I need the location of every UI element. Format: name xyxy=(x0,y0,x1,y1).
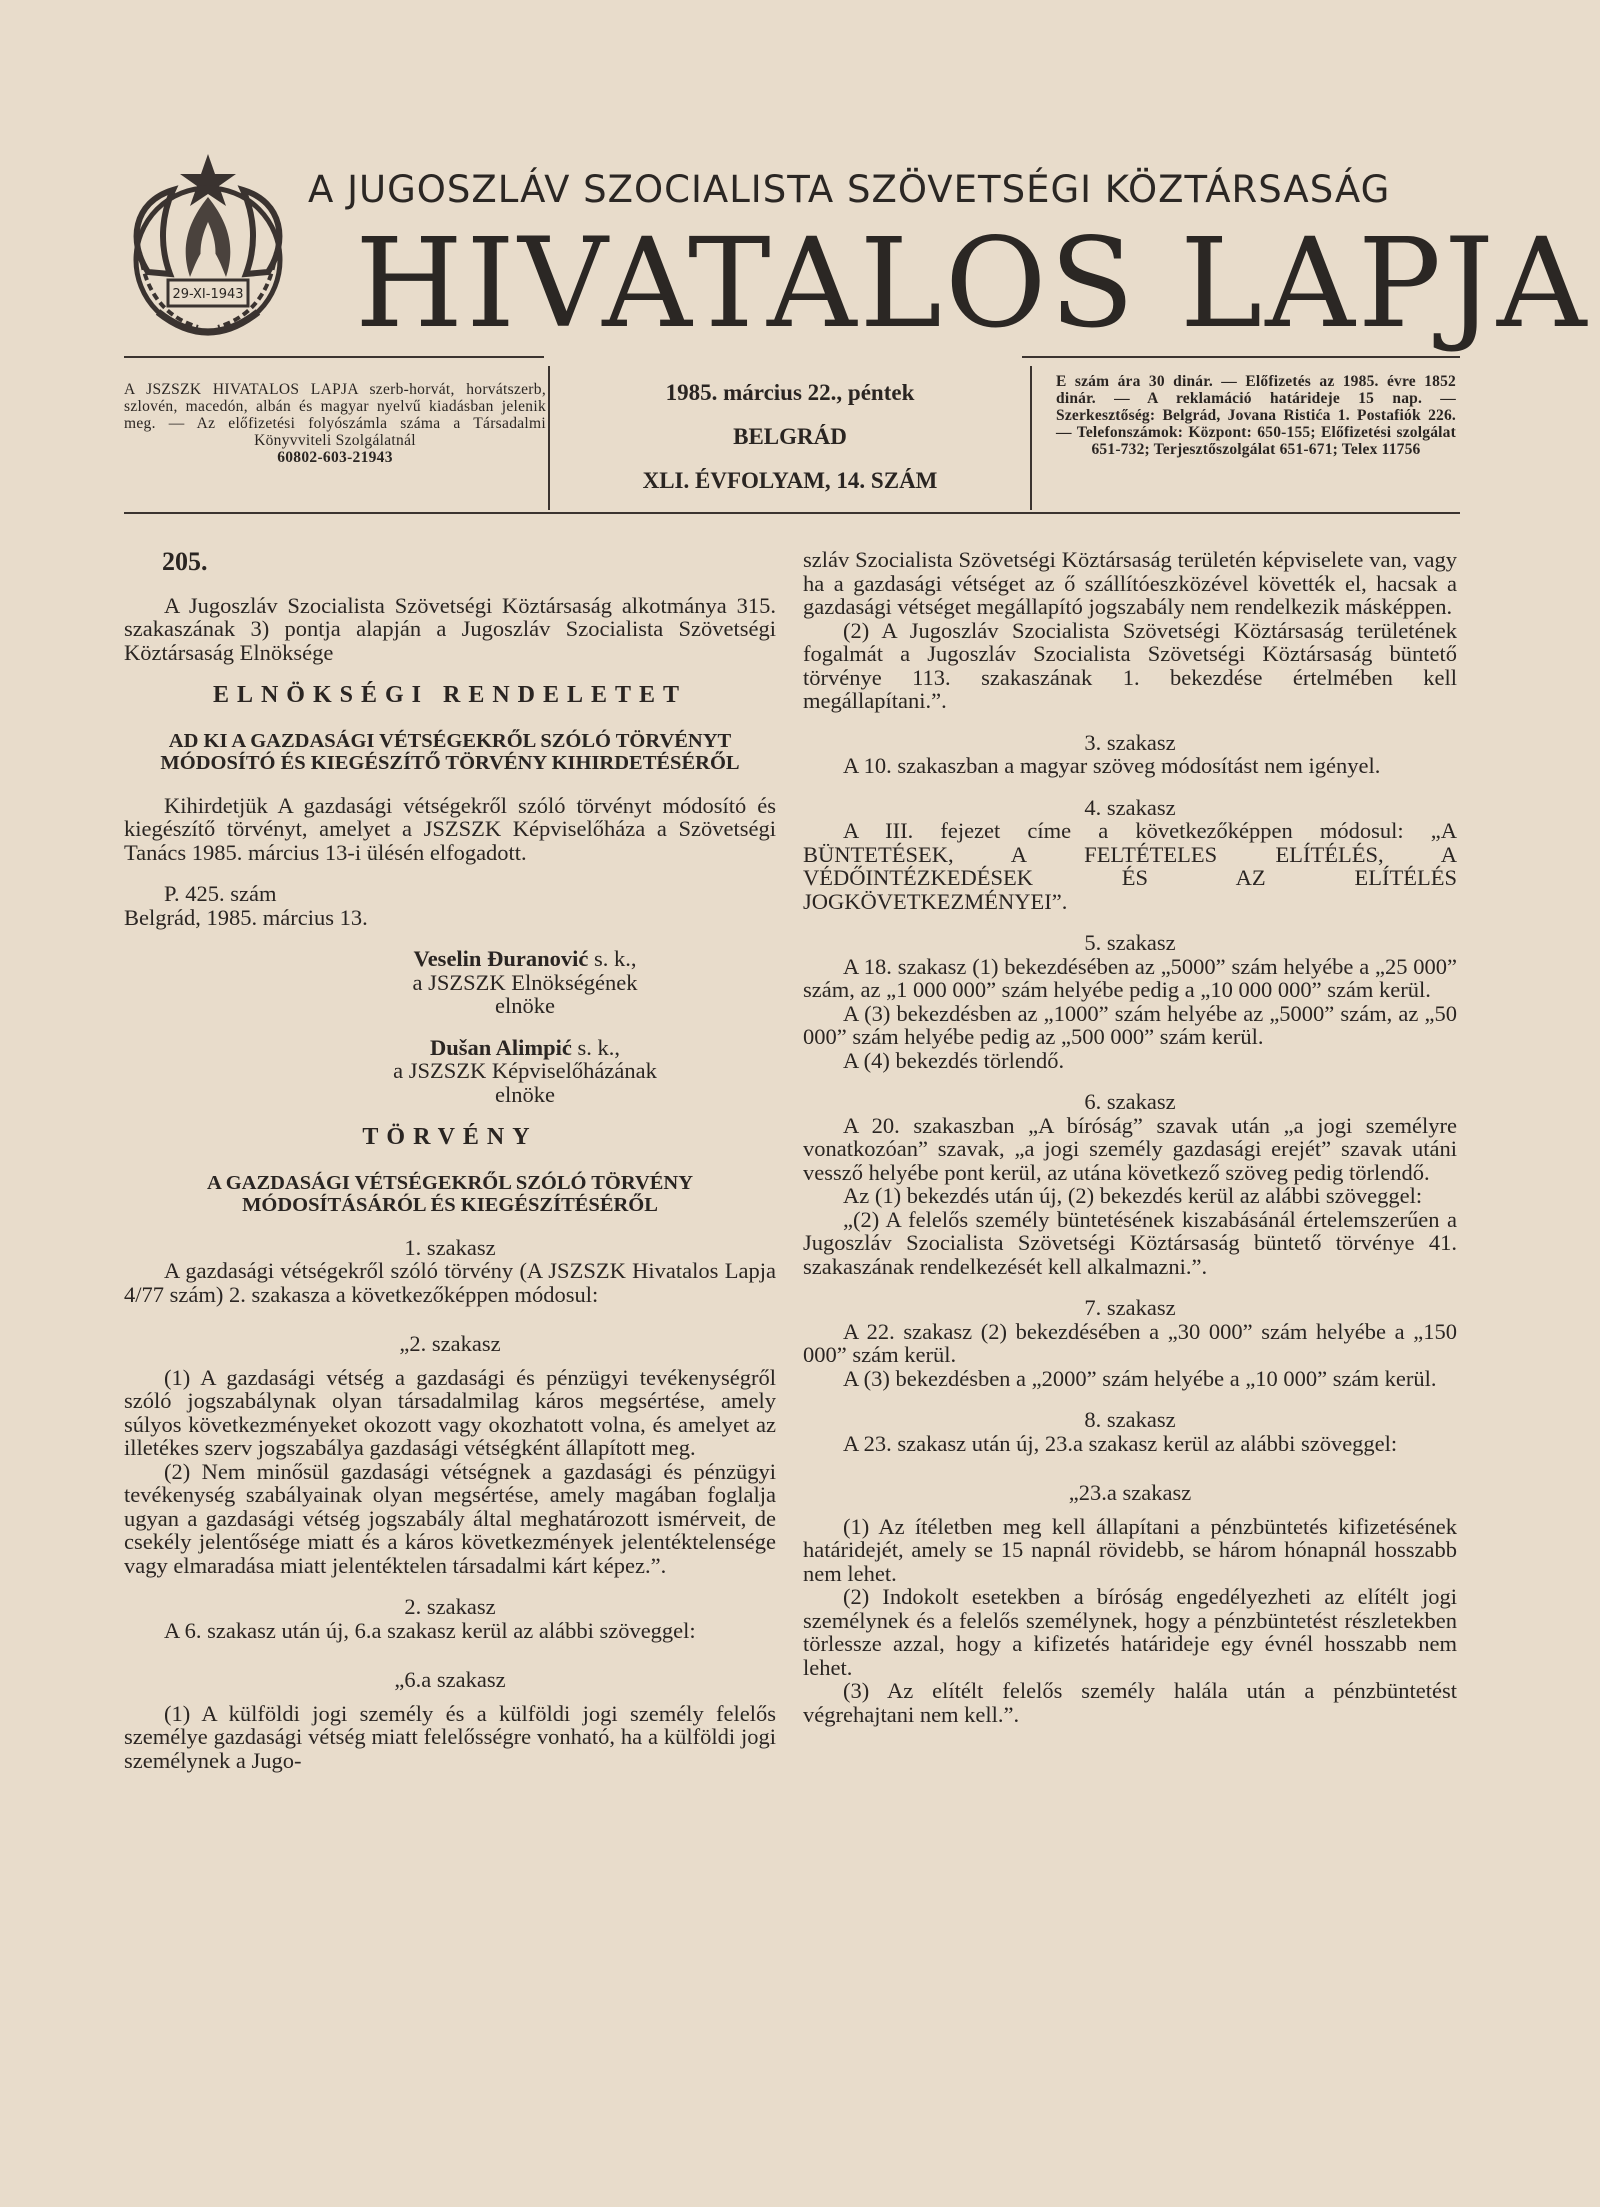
signatory-role-2b: elnöke xyxy=(495,1081,555,1107)
quoted-section-6a-para-2: (2) A Jugoszláv Szocialista Szövetségi Köztársaság területének fogalmát a Jugoszláv Szocialista Szövetségi Köztársaság büntető törvénye 113. szakaszának 1. bekezdése értelmében kell megállapítani.”. xyxy=(803,617,1457,713)
signatory-role-1b: elnöke xyxy=(495,993,555,1018)
signatory-name-2: Dušan Alimpić xyxy=(429,1034,572,1060)
signatory-role-1a: a JSZSZK Elnökségének xyxy=(412,969,638,995)
reference-number: P. 425. szám xyxy=(164,881,277,906)
quoted-section-2-heading: „2. szakasz xyxy=(399,1331,501,1356)
signature-1 xyxy=(124,947,776,971)
section-5-para-1: A 18. szakasz (1) bekezdésében az „5000” szám helyébe a „25 000” szám, az „1 000 000” szám helyébe pedig a „10 000 000” szám kerül. xyxy=(803,953,1457,1002)
issue-date: 1985. március 22., péntek xyxy=(665,380,915,405)
act-number: 205. xyxy=(162,547,208,576)
right-column xyxy=(803,548,1457,1726)
gazette-subtitle: A JUGOSZLÁV SZOCIALISTA SZÖVETSÉGI KÖZTÁRSASÁG xyxy=(308,168,1391,211)
section-4-heading: 4. szakasz xyxy=(1084,794,1176,820)
place-and-date: Belgrád, 1985. március 13. xyxy=(124,904,368,930)
signature-2 xyxy=(124,1036,776,1060)
quoted-section-2-para-2: (2) Nem minősül gazdasági vétségnek a gazdasági és pénzügyi tevékenység szabályainak olyan megsértése, amely magában foglalja ugyan a gazdasági vétség jogszabály által meghatározott ismérveit, de csekély jelentősége miatt és a káros következmények jelentéktelensége vagy elmaradása miatt jelentéktelen társadalmi kárt képez.”. xyxy=(124,1458,776,1578)
section-6-heading: 6. szakasz xyxy=(1084,1089,1176,1114)
quoted-section-23a-heading: „23.a szakasz xyxy=(1068,1480,1192,1505)
section-2-text: A 6. szakasz után új, 6.a szakasz kerül az alábbi szöveggel: xyxy=(164,1617,696,1643)
section-6-para-3: „(2) A felelős személy büntetésének kiszabásánál értelemszerűen a Jugoszláv Szocialista Szövetségi Köztársaság büntető törvénye 41. szakaszának rendelkezését kell alkalmazni.”. xyxy=(803,1206,1457,1279)
subscription-text: E szám ára 30 dinár. — Előfizetés az 1985. évre 1852 dinár. — A reklamáció határideje 15 nap. — Szerkesztőség: Belgrád, Jovana Ristića 1. Postafiók 226. — Telefonszámok: Központ: 650-155; Előfizetési szolgálat 651-732; Terjesztőszolgálat 651-671; Telex 11756 xyxy=(1056,373,1456,458)
law-heading: TÖRVÉNY xyxy=(362,1124,538,1150)
decree-title: AD KI A GAZDASÁGI VÉTSÉGEKRŐL SZÓLÓ TÖRVÉNYT MÓDOSÍTÓ ÉS KIEGÉSZÍTŐ TÖRVÉNY KIHIRDETÉSÉRŐL xyxy=(160,729,740,774)
gazette-title: HIVATALOS LAPJA xyxy=(355,212,1590,356)
signatory-sk-1: s. k., xyxy=(593,946,637,971)
quoted-section-6a-para-1: (1) A külföldi jogi személy és a külföldi jogi személy felelős személye gazdasági vétség miatt felelősségre vonható, ha a külföldi jogi személynek a Jugo- xyxy=(124,1700,776,1773)
state-emblem-icon xyxy=(118,152,298,350)
quoted-section-23a-para-2: (2) Indokolt esetekben a bíróság engedélyezheti az elítélt jogi személynek és a felelős személynek, hogy a pénzbüntetést részletekben törlessze azzal, hogy a kifizetés határideje egy évnél hosszabb nem lehet. xyxy=(803,1584,1457,1680)
header-divider-2 xyxy=(1030,366,1032,510)
left-column xyxy=(124,547,776,1773)
section-7-heading: 7. szakasz xyxy=(1084,1295,1176,1320)
account-number: 60802-603-21943 xyxy=(277,449,393,466)
quoted-section-2-para-1: (1) A gazdasági vétség a gazdasági és pénzügyi tevékenységről szóló jogszabálynak olyan társadalmilag káros megsértése, amely súlyos következményeket okozott vagy okozhatott volna, és amelyet az illetékes szerv jogszabálya gazdasági vétségként állapított meg. xyxy=(124,1364,776,1460)
section-4-text: A III. fejezet címe a következőképpen módosul: „A BÜNTETÉSEK, A FELTÉTELES ELÍTÉLÉS, A VÉDŐINTÉZKEDÉSEK ÉS AZ ELÍTÉLÉS JOGKÖVETKEZMÉNYEI”. xyxy=(803,818,1457,914)
section-6-para-2: Az (1) bekezdés után új, (2) bekezdés kerül az alábbi szöveggel: xyxy=(843,1183,1423,1208)
promulgation-text: Kihirdetjük A gazdasági vétségekről szóló törvényt módosító és kiegészítő törvényt, amelyet a JSZSZK Képviselőháza a Szövetségi Tanács 1985. március 13-i ülésén elfogadott. xyxy=(124,792,776,865)
decree-heading: ELNÖKSÉGI RENDELETET xyxy=(212,682,688,708)
section-7-para-2: A (3) bekezdésben a „2000” szám helyébe a „10 000” szám kerül. xyxy=(843,1365,1437,1391)
issue-volume: XLI. ÉVFOLYAM, 14. SZÁM xyxy=(642,468,938,493)
section-5-para-3: A (4) bekezdés törlendő. xyxy=(843,1047,1065,1073)
quoted-section-23a-para-3: (3) Az elítélt felelős személy halála után a pénzbüntetést végrehajtani nem kell.”. xyxy=(803,1678,1457,1727)
section-1-text: A gazdasági vétségekről szóló törvény (A JSZSZK Hivatalos Lapja 4/77 szám) 2. szakasza a következőképpen módosul: xyxy=(124,1258,776,1307)
quoted-section-23a-para-1: (1) Az ítéletben meg kell állapítani a pénzbüntetés kifizetésének határidejét, amely se 15 napnál rövidebb, se három hónapnál hosszabb nem lehet. xyxy=(803,1513,1457,1586)
section-6-para-1: A 20. szakaszban „A bíróság” szavak után „a jogi személyre vonatkozóan” szavak, „a jogi személy gazdasági erejét” szavak utáni vessző helyébe pont kerül, az utána következő szöveg pedig törlendő. xyxy=(803,1112,1457,1185)
signatory-role-2a: a JSZSZK Képviselőházának xyxy=(393,1058,657,1083)
issue-info xyxy=(560,378,1020,510)
signatory-sk-2: s. k., xyxy=(577,1034,621,1060)
header-rule-bottom xyxy=(124,512,1460,514)
header-rule-right xyxy=(1022,356,1460,358)
section-7-para-1: A 22. szakasz (2) bekezdésében a „30 000” szám helyébe a „150 000” szám kerül. xyxy=(803,1318,1457,1367)
section-1-heading: 1. szakasz xyxy=(404,1234,496,1260)
law-title: A GAZDASÁGI VÉTSÉGEKRŐL SZÓLÓ TÖRVÉNY MÓDOSÍTÁSÁRÓL ÉS KIEGÉSZÍTÉSÉRŐL xyxy=(206,1171,694,1216)
signatory-name-1: Veselin Đuranović xyxy=(413,946,589,971)
publication-info-text: A JSZSZK HIVATALOS LAPJA szerb-horvát, horvátszerb, szlovén, macedón, albán és magyar nyelvű kiadásban jelenik meg. — Az előfizetési folyószámla száma a Társadalmi Könyvviteli Szolgálatnál xyxy=(124,381,546,449)
section-8-text: A 23. szakasz után új, 23.a szakasz kerül az alábbi szöveggel: xyxy=(843,1430,1398,1456)
section-3-heading: 3. szakasz xyxy=(1084,729,1176,755)
issue-city: BELGRÁD xyxy=(733,424,847,449)
section-2-heading: 2. szakasz xyxy=(404,1594,496,1619)
section-8-heading: 8. szakasz xyxy=(1084,1407,1176,1432)
emblem-date: 29-XI-1943 xyxy=(172,287,244,302)
header-divider-1 xyxy=(548,366,550,510)
quoted-section-6a-heading: „6.a szakasz xyxy=(394,1667,506,1692)
subscription-info xyxy=(1056,373,1456,458)
section-5-para-2: A (3) bekezdésben az „1000” szám helyébe az „5000” szám, az „50 000” szám helyébe pedig az „500 000” szám kerül. xyxy=(803,1000,1457,1049)
section-3-text: A 10. szakaszban a magyar szöveg módosítást nem igényel. xyxy=(843,753,1381,778)
header-rule-left xyxy=(124,356,544,358)
section-5-heading: 5. szakasz xyxy=(1084,930,1176,955)
preamble: A Jugoszláv Szocialista Szövetségi Köztársaság alkotmánya 315. szakaszának 3) pontja alapján a Jugoszláv Szocialista Szövetségi Köztársaság Elnöksége xyxy=(124,592,776,665)
publication-info xyxy=(124,381,546,466)
continued-text: szláv Szocialista Szövetségi Köztársaság területén képviselete van, vagy ha a gazdasági vétséget az ő szállítóeszközével követték el, hacsak a gazdasági vétséget megállapító jogszabály nem rendelkezik másképpen. xyxy=(803,547,1457,619)
